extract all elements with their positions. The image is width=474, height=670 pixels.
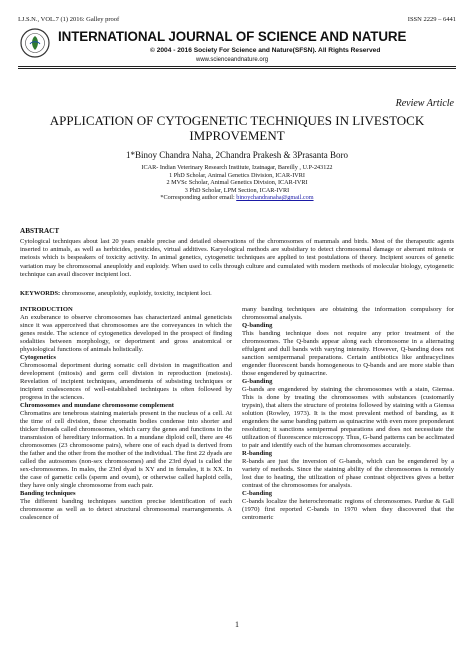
heading-introduction: INTRODUCTION bbox=[20, 306, 73, 313]
paragraph-mundane-complement: Chromatins are tenebrous staining materials present in the nucleus of a cell. At the time of cell division, these chromatin bodies condense into shorter and thicker threads called chromosomes, which carry the genes and functions in the transmission of hereditary information. In a mundane diploid cell, there are 46 chromosomes (23 chromosome pairs), where one of each dyad is derived from the father and the other from the mother of the individual. The first 22 dyads are called the autosomes (non-sex chromosomes) and the 23rd dyad is called the sex-chromosomes. In males, the 23rd dyad is XY and in females, it is XX. In the case of gametic cells (sperm and ovum), or otherwise called haploid cells, they have only single chromosome from each pair. bbox=[20, 410, 232, 489]
keywords-label: KEYWORDS: bbox=[20, 290, 61, 297]
title-line-2: IMPROVEMENT bbox=[189, 128, 285, 143]
heading-cytogenetics: Cytogenetics bbox=[20, 354, 56, 361]
journal-website[interactable]: www.scienceandnature.org bbox=[196, 57, 269, 63]
paragraph-c-banding: C-bands localize the heterochromatic regions of chromosomes. Pardue & Gall (1970) first reported C-bands in 1970 when they discovered that the centromeric bbox=[242, 498, 454, 521]
left-column bbox=[20, 306, 232, 522]
title-line-1: APPLICATION OF CYTOGENETIC TECHNIQUES IN LIVESTOCK bbox=[49, 113, 425, 128]
journal-copyright: © 2004 - 2016 Society For Science and Nature(SFSN). All Rights Reserved bbox=[150, 47, 381, 54]
article-type: Review Article bbox=[395, 98, 454, 109]
paragraph-q-banding: This banding technique does not require any prior treatment of the chromosomes. The Q-bands appear along each chromosome in a alternating effulgent and dull bands with varying intensity. However, Q-banding does not sanction semipermanal preparations. Certain antibiotics like anthracyclines engender fluorescent bands homogeneous to Q-bands and are more stable than those engendered by quinacrine. bbox=[242, 330, 454, 377]
heading-q-banding: Q-banding bbox=[242, 322, 273, 329]
page-number: 1 bbox=[235, 620, 239, 629]
running-header-right: ISSN 2229 – 6441 bbox=[407, 16, 456, 23]
affiliations bbox=[20, 164, 454, 202]
right-column bbox=[242, 306, 454, 522]
abstract-text: Cytological techniques about last 20 years enable precise and detailed observations of the chromosomes of mammals and birds. Most of the therapeutic agents inserted to animals, as well as herbicides, pesticides, virtual additives. Karyological methods are subsidiary to detect chromosomal damage or aberrant mitosis or meiosis which is bespeakers of toxicity activity. In animal genetics, cytogenetic techniques are applied to test postulations of theory. Incipient sources of genetic variation may be chromosomal aneuploidy and euploidy. When used to cells through culture and cumulated with modern methods of molecular biology, cytogenetic technique can avail discover incipient loci. bbox=[20, 238, 454, 278]
article-title bbox=[30, 113, 444, 143]
paragraph-banding-continued: many banding techniques are obtaining the information compulsory for chromosomal analysis. bbox=[242, 306, 454, 321]
corresponding-email-link[interactable]: binoychandranaha@gmail.com bbox=[236, 194, 314, 202]
affiliation-institute: ICAR- Indian Veterinary Research Institute, Izatnagar, Bareilly , U.P-243122 bbox=[141, 164, 333, 171]
paragraph-g-banding: G-bands are engendered by staining the chromosomes with a stain, Giemsa. This is done by treating the chromosomes with substances (customarily trypsin), that alters the structure of proteins followed by staining with a Giemsa solution (Rowley, 1973). It is the most prevalent method of banding, as it engenders the same banding pattern as quinacrine with even more preponderant resolution; it sanctions semipermal preparations and does not necessitate the utilization of fluorescence microscopy. Thus, G-band patterns can be acclimated to pair and identify each of the human chromosomes accurately. bbox=[242, 386, 454, 449]
affiliation-3: 3 PhD Scholar, LPM Section, ICAR-IVRI bbox=[184, 186, 290, 194]
paragraph-cytogenetics: Chromosomal deportment during somatic cell division in magnification and development (mitosis) and germ cell division in reproduction (meiosis). Revelation of incipient techniques, amendments of subsisting techniques or incipient coalescences of well-established techniques is often followed by progress in the sciences. bbox=[20, 362, 232, 401]
header-rule bbox=[18, 66, 456, 67]
header-rule-2 bbox=[18, 68, 456, 69]
journal-title: INTERNATIONAL JOURNAL OF SCIENCE AND NATURE bbox=[58, 29, 407, 44]
keywords bbox=[20, 290, 454, 297]
author-list: 1*Binoy Chandra Naha, 2Chandra Prakesh & 3Prasanta Boro bbox=[126, 150, 348, 160]
paragraph-introduction: An exuberance to observe chromosomes has characterized animal geneticists since it was apperceived that chromosomes are the conveyances in which the genes reside. The science of cytogenetics developed in the prospect of finding sodalities between morphology, or deportment and gross anatomical or physiological functions of animals holistically. bbox=[20, 314, 232, 353]
paragraph-banding-techniques: The different banding techniques sanction precise identification of each chromosome as well as to detect structural chromosomal rearrangements. A coalescence of bbox=[20, 498, 232, 521]
keywords-text: chromosome, aneuploidy, euploidy, toxicity, incipient loci. bbox=[60, 290, 212, 297]
heading-c-banding: C-banding bbox=[242, 490, 273, 497]
corresponding-label: *Corresponding author email: bbox=[160, 194, 237, 202]
abstract-heading: ABSTRACT bbox=[20, 227, 60, 235]
paragraph-r-banding: R-bands are just the inversion of G-bands, which can be engendered by a variety of methods. Since the staining ability of the chromosomes is remotely lost due to heating, the utilization of phase contrast objectives gives a better contrast of the chromosomes for analysis. bbox=[242, 458, 454, 489]
affiliation-2: 2 MVSc Scholar, Animal Genetics Division, ICAR-IVRI bbox=[166, 179, 308, 187]
heading-banding-techniques: Banding techniques bbox=[20, 490, 76, 497]
corresponding-author bbox=[20, 194, 454, 202]
running-header-left: I.J.S.N., VOL.7 (1) 2016: Galley proof bbox=[18, 16, 120, 23]
running-header bbox=[18, 16, 456, 23]
heading-r-banding: R-banding bbox=[242, 450, 273, 457]
society-logo-icon bbox=[20, 28, 50, 58]
affiliation-1: 1 PhD Scholar, Animal Genetics Division, ICAR-IVRI bbox=[169, 171, 305, 179]
heading-mundane-complement: Chromosomes and mundane chromosome complement bbox=[20, 402, 174, 409]
heading-g-banding: G-banding bbox=[242, 378, 273, 385]
